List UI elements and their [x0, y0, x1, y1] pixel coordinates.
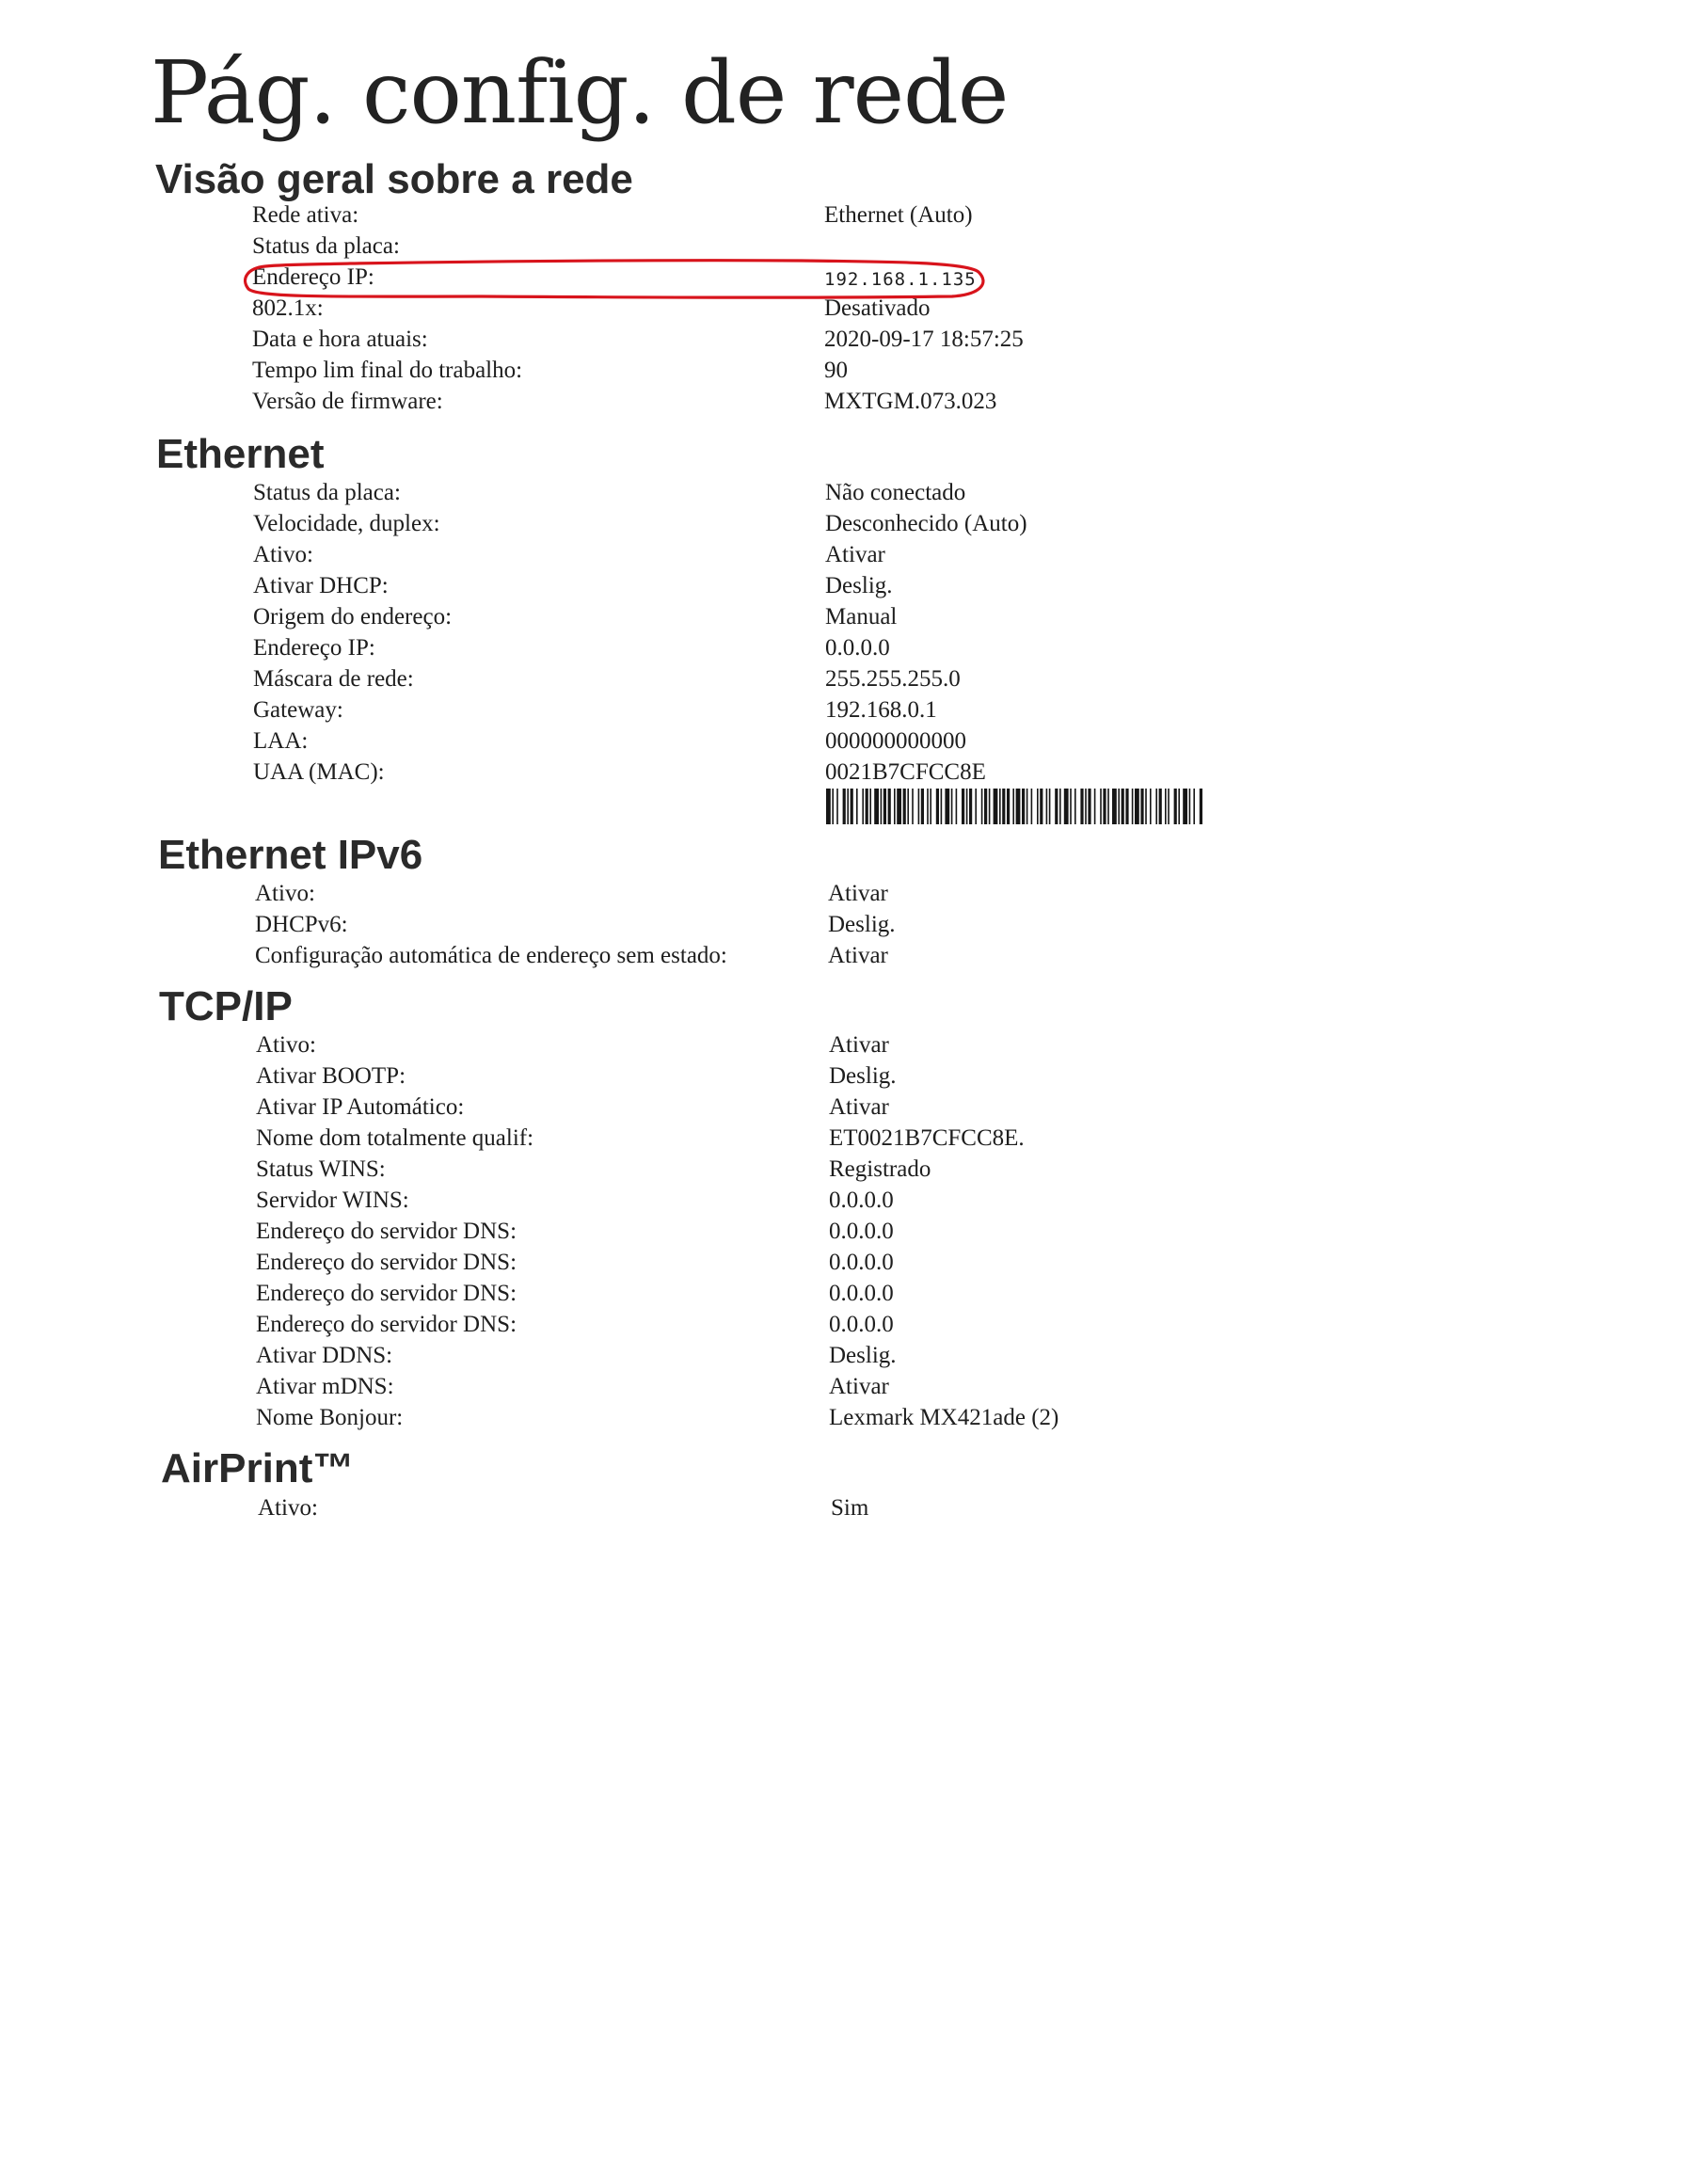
row-label: Ativar mDNS:: [256, 1374, 394, 1399]
row-label: Origem do endereço:: [253, 604, 453, 630]
barcode-bar: [921, 789, 924, 824]
barcode-bar: [956, 789, 958, 824]
barcode-bar: [1200, 789, 1202, 824]
row-value: 0.0.0.0: [829, 1250, 894, 1275]
row-value: Ativar: [829, 1032, 889, 1058]
row-label: LAA:: [253, 728, 309, 754]
barcode-bar: [843, 789, 846, 824]
barcode-bar: [1070, 789, 1072, 824]
barcode-bar: [1132, 789, 1134, 824]
barcode-bar: [1085, 789, 1087, 824]
row-label: Ativo:: [256, 1032, 316, 1058]
barcode-bar: [1103, 789, 1106, 824]
row-value: Sim: [831, 1495, 869, 1521]
row-label: DHCPv6:: [255, 912, 348, 937]
barcode-bar: [966, 789, 968, 824]
row-value: 0.0.0.0: [829, 1219, 894, 1244]
barcode-bar: [1183, 789, 1187, 824]
page-title: Pág. config. de rede: [151, 42, 1009, 143]
barcode-bar: [1059, 789, 1061, 824]
section-heading-tcpip: TCP/IP: [159, 983, 293, 1029]
barcode-bar: [1037, 789, 1039, 824]
row-label: Endereço IP:: [253, 635, 375, 661]
barcode-bar: [1080, 789, 1083, 824]
barcode-bar: [1150, 789, 1152, 824]
row-label: Configuração automática de endereço sem estado:: [255, 943, 727, 968]
barcode-bar: [869, 789, 871, 824]
barcode-bar: [1112, 789, 1117, 824]
barcode-bar: [894, 789, 896, 824]
barcode-bar: [907, 789, 909, 824]
row-label: 802.1x:: [252, 295, 324, 321]
barcode-bar: [969, 789, 972, 824]
row-value: ET0021B7CFCC8E.: [829, 1125, 1025, 1151]
row-value: Não conectado: [825, 480, 966, 505]
row-label: Status da placa:: [253, 480, 401, 505]
row-label: Status da placa:: [252, 233, 400, 259]
row-label: Data e hora atuais:: [252, 327, 428, 352]
section-heading-ethernet: Ethernet: [156, 431, 325, 477]
barcode-bar: [951, 789, 953, 824]
row-value: 2020-09-17 18:57:25: [824, 327, 1024, 352]
barcode-bar: [984, 789, 987, 824]
barcode-bar: [883, 789, 886, 824]
barcode-bar: [1159, 789, 1162, 824]
row-label: Servidor WINS:: [256, 1188, 409, 1213]
row-value: Ethernet (Auto): [824, 202, 973, 228]
barcode-bar: [999, 789, 1001, 824]
row-value: 000000000000: [825, 728, 966, 754]
barcode-bar: [856, 789, 858, 824]
row-label: Ativar BOOTP:: [256, 1063, 406, 1089]
barcode-bar: [1122, 789, 1124, 824]
barcode-bar: [1118, 789, 1120, 824]
row-value: Ativar: [825, 542, 885, 567]
row-value: MXTGM.073.023: [824, 389, 997, 414]
barcode-bar: [962, 789, 964, 824]
barcode-bar: [989, 789, 991, 824]
barcode-bar: [1100, 789, 1102, 824]
barcode-bar: [1064, 789, 1069, 824]
barcode-bar: [927, 789, 929, 824]
barcode-bar: [1189, 789, 1191, 824]
row-label: Status WINS:: [256, 1156, 386, 1182]
barcode-bar: [874, 789, 879, 824]
barcode-bar: [851, 789, 853, 824]
barcode-bar: [1031, 789, 1033, 824]
row-label: Velocidade, duplex:: [253, 511, 440, 536]
row-value: Lexmark MX421ade (2): [829, 1405, 1059, 1430]
barcode-bar: [1140, 789, 1143, 824]
barcode-bar: [1135, 789, 1139, 824]
barcode-bar: [1002, 789, 1005, 824]
row-value: Ativar: [828, 881, 888, 906]
row-label: Gateway:: [253, 697, 343, 723]
barcode-bar: [897, 789, 901, 824]
barcode-bar: [1155, 789, 1157, 824]
row-value: Registrado: [829, 1156, 931, 1182]
row-value: Deslig.: [825, 573, 893, 598]
barcode-bar: [836, 789, 838, 824]
row-label: Máscara de rede:: [253, 666, 414, 692]
row-value: Ativar: [829, 1374, 889, 1399]
mac-barcode: [826, 789, 1202, 824]
barcode-bar: [1040, 789, 1042, 824]
row-label: Ativar IP Automático:: [256, 1094, 465, 1120]
barcode-bar: [1145, 789, 1147, 824]
barcode-bar: [826, 789, 831, 824]
row-value: 0.0.0.0: [829, 1188, 894, 1213]
row-label: Ativo:: [253, 542, 313, 567]
barcode-bar: [912, 789, 914, 824]
barcode-bar: [1165, 789, 1167, 824]
barcode-bar: [847, 789, 849, 824]
barcode-bar: [1107, 789, 1109, 824]
row-value: 0.0.0.0: [829, 1312, 894, 1337]
barcode-bar: [1125, 789, 1128, 824]
barcode-bar: [881, 789, 883, 824]
row-value: 255.255.255.0: [825, 666, 961, 692]
barcode-bar: [930, 789, 931, 824]
row-label: Ativar DHCP:: [253, 573, 389, 598]
row-value: Ativar: [829, 1094, 889, 1120]
barcode-bar: [903, 789, 906, 824]
barcode-bar: [1049, 789, 1051, 824]
row-label: Rede ativa:: [252, 202, 359, 228]
row-label: Endereço do servidor DNS:: [256, 1281, 517, 1306]
row-label: Endereço do servidor DNS:: [256, 1219, 517, 1244]
barcode-bar: [862, 789, 864, 824]
row-value: 192.168.1.135: [824, 269, 977, 290]
barcode-bar: [1178, 789, 1180, 824]
row-value: 90: [824, 358, 848, 383]
section-heading-overview: Visão geral sobre a rede: [155, 156, 633, 202]
barcode-bar: [1007, 789, 1010, 824]
barcode-bar: [866, 789, 868, 824]
barcode-bar: [975, 789, 977, 824]
row-label: Versão de firmware:: [252, 389, 443, 414]
row-value: 0.0.0.0: [825, 635, 890, 661]
row-label: Tempo lim final do trabalho:: [252, 358, 523, 383]
barcode-bar: [1027, 789, 1028, 824]
row-label: UAA (MAC):: [253, 759, 385, 785]
row-label: Nome dom totalmente qualif:: [256, 1125, 534, 1151]
row-value: Deslig.: [829, 1063, 897, 1089]
row-value: Ativar: [828, 943, 888, 968]
row-label: Endereço do servidor DNS:: [256, 1312, 517, 1337]
barcode-bar: [1088, 789, 1090, 824]
row-value: 0021B7CFCC8E: [825, 759, 986, 785]
row-value: 192.168.0.1: [825, 697, 937, 723]
barcode-bar: [994, 789, 998, 824]
row-label: Endereço IP:: [252, 264, 374, 290]
barcode-bar: [1012, 789, 1014, 824]
barcode-bar: [981, 789, 983, 824]
barcode-bar: [1022, 789, 1025, 824]
row-label: Nome Bonjour:: [256, 1405, 404, 1430]
barcode-bar: [1016, 789, 1021, 824]
row-label: Endereço do servidor DNS:: [256, 1250, 517, 1275]
barcode-bar: [1046, 789, 1048, 824]
section-heading-ipv6: Ethernet IPv6: [158, 832, 423, 878]
barcode-bar: [1074, 789, 1076, 824]
row-value: 0.0.0.0: [829, 1281, 894, 1306]
row-value: Manual: [825, 604, 898, 630]
section-heading-airprint: AirPrint™: [161, 1445, 355, 1491]
row-value: Deslig.: [829, 1343, 897, 1368]
row-label: Ativo:: [255, 881, 315, 906]
barcode-bar: [1174, 789, 1177, 824]
row-value: Deslig.: [828, 912, 896, 937]
barcode-bar: [1193, 789, 1195, 824]
barcode-bar: [888, 789, 891, 824]
row-value: Desativado: [824, 295, 931, 321]
barcode-bar: [1094, 789, 1096, 824]
row-label: Ativar DDNS:: [256, 1343, 393, 1368]
row-value: Desconhecido (Auto): [825, 511, 1027, 536]
barcode-bar: [918, 789, 920, 824]
barcode-bar: [936, 789, 939, 824]
barcode-bar: [945, 789, 949, 824]
row-label: Ativo:: [258, 1495, 318, 1521]
barcode-bar: [941, 789, 943, 824]
barcode-bar: [832, 789, 834, 824]
barcode-bar: [1168, 789, 1170, 824]
barcode-bar: [1055, 789, 1058, 824]
